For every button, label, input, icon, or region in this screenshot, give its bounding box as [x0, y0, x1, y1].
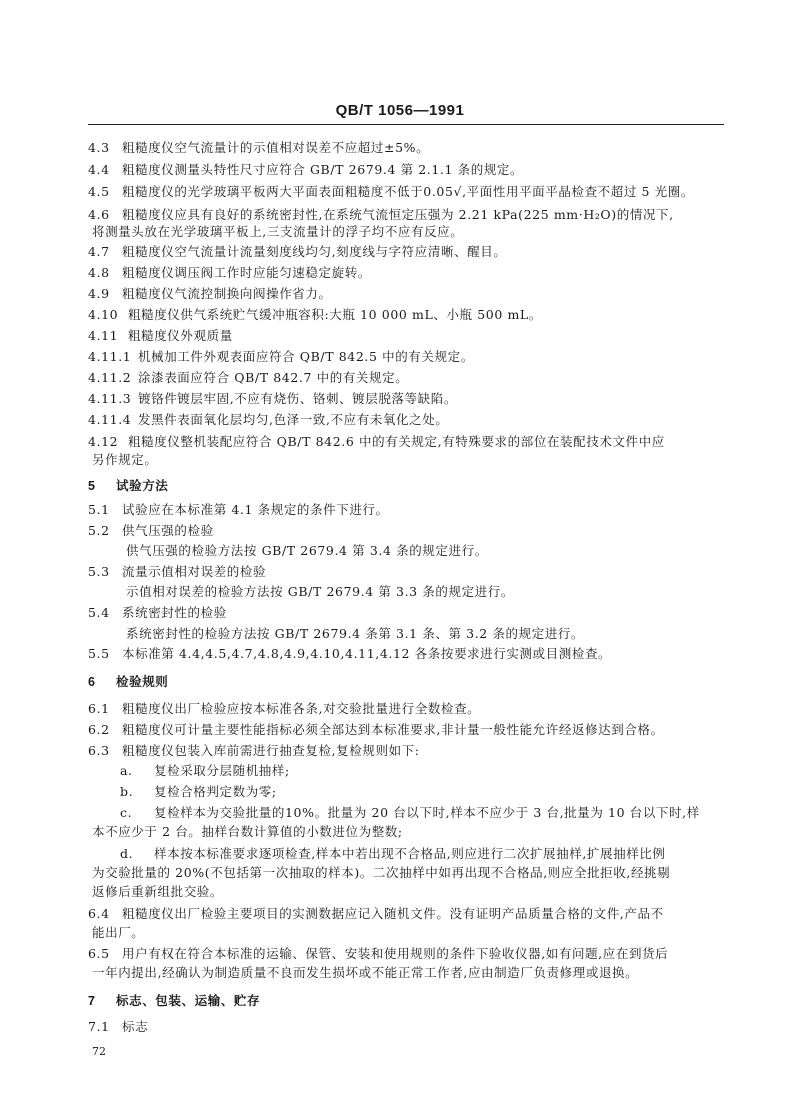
clause-5-4-body: 系统密封性的检验方法按 GB/T 2679.4 条第 3.1 条、第 3.2 条的规定进行。: [126, 626, 585, 641]
clause-6-4-continued: 能出厂。: [92, 925, 145, 940]
clause-4-11-1: 4.11.1 机械加工件外观表面应符合 QB/T 842.5 中的有关规定。: [88, 349, 474, 364]
clause-4-11-2: 4.11.2 涂漆表面应符合 QB/T 842.7 中的有关规定。: [88, 370, 409, 385]
clause-4-11-3: 4.11.3 镀铬件镀层牢固,不应有烧伤、铬刺、镀层脱落等缺陷。: [88, 391, 457, 406]
clause-6-3-a: a. 复检采取分层随机抽样;: [120, 763, 290, 778]
section-6-heading: 6 检验规则: [88, 675, 169, 689]
section-7-heading: 7 标志、包装、运输、贮存: [88, 994, 261, 1008]
clause-5-2: 5.2 供气压强的检验: [88, 523, 214, 538]
header-rule: [88, 124, 724, 125]
clause-6-4: 6.4 粗糙度仪出厂检验主要项目的实测数据应记入随机文件。没有证明产品质量合格的文件,产品不: [88, 906, 664, 921]
clause-6-3-d-continued-1: 为交验批量的 20%(不包括第一次抽取的样本)。二次抽样中如再出现不合格品,则应全批拒收,经挑剔: [92, 865, 671, 880]
clause-5-4: 5.4 系统密封性的检验: [88, 605, 227, 620]
page-number: 72: [92, 1045, 106, 1058]
clause-6-2: 6.2 粗糙度仪可计量主要性能指标必须全部达到本标准要求,非计量一般性能允许经返修达到合格。: [88, 722, 664, 737]
clause-6-5: 6.5 用户有权在符合本标准的运输、保管、安装和使用规则的条件下验收仪器,如有问题,应在到货后: [88, 946, 669, 961]
clause-4-10: 4.10 粗糙度仪供气系统贮气缓冲瓶容积:大瓶 10 000 mL、小瓶 500 mL。: [88, 307, 542, 322]
clause-5-5: 5.5 本标准第 4.4,4.5,4.7,4.8,4.9,4.10,4.11,4.12 各条按要求进行实测或目测检查。: [88, 646, 612, 661]
page-header-standard: QB/T 1056—1991: [335, 102, 465, 119]
clause-6-3: 6.3 粗糙度仪包装入库前需进行抽查复检,复检规则如下:: [88, 743, 420, 758]
clause-4-12-continued: 另作规定。: [92, 452, 158, 467]
clause-5-3: 5.3 流量示值相对误差的检验: [88, 564, 267, 579]
clause-4-3: 4.3 粗糙度仪空气流量计的示值相对误差不应超过±5%。: [88, 140, 430, 155]
clause-4-4: 4.4 粗糙度仪测量头特性尺寸应符合 GB/T 2679.4 第 2.1.1 条的规定。: [88, 162, 524, 177]
clause-6-3-d-continued-2: 返修后重新组批交验。: [92, 884, 224, 899]
clause-6-3-d: d. 样本按本标准要求逐项检查,样本中若出现不合格品,则应进行二次扩展抽样,扩展抽样比例: [120, 846, 666, 861]
clause-4-12: 4.12 粗糙度仪整机装配应符合 QB/T 842.6 中的有关规定,有特殊要求的部位在装配技术文件中应: [88, 434, 665, 449]
clause-4-7: 4.7 粗糙度仪空气流量计流量刻度线均匀,刻度线与字符应清晰、醒目。: [88, 244, 507, 259]
clause-4-11: 4.11 粗糙度仪外观质量: [88, 328, 233, 343]
clause-6-3-c: c. 复检样本为交验批量的10%。批量为 20 台以下时,样本不应少于 3 台,批量为 10 台以下时,样: [120, 805, 700, 820]
clause-4-11-4: 4.11.4 发黑件表面氧化层均匀,色泽一致,不应有未氧化之处。: [88, 412, 449, 427]
clause-4-6-continued: 将测量头放在光学玻璃平板上,三支流量计的浮子均不应有反应。: [92, 224, 464, 239]
clause-4-8: 4.8 粗糙度仪调压阀工作时应能匀速稳定旋转。: [88, 265, 371, 280]
clause-4-9: 4.9 粗糙度仪气流控制换向阀操作省力。: [88, 286, 332, 301]
clause-5-1: 5.1 试验应在本标准第 4.1 条规定的条件下进行。: [88, 502, 389, 517]
clause-4-6: 4.6 粗糙度仪应具有良好的系统密封性,在系统气流恒定压强为 2.21 kPa(225 mm·H₂O)的情况下,: [88, 207, 674, 222]
clause-7-1: 7.1 标志: [88, 1019, 149, 1034]
clause-4-5: 4.5 粗糙度仪的光学玻璃平板两大平面表面粗糙度不低于0.05√,平面性用平面平晶检查不超过 5 光圈。: [88, 184, 694, 199]
clause-6-3-b: b. 复检合格判定数为零;: [120, 784, 277, 799]
section-5-heading: 5 试验方法: [88, 479, 169, 493]
clause-6-5-continued: 一年内提出,经确认为制造质量不良而发生损坏或不能正常工作者,应由制造厂负责修理或退换。: [92, 965, 639, 980]
clause-5-3-body: 示值相对误差的检验方法按 GB/T 2679.4 第 3.3 条的规定进行。: [126, 584, 515, 599]
clause-5-2-body: 供气压强的检验方法按 GB/T 2679.4 第 3.4 条的规定进行。: [126, 543, 488, 558]
clause-6-1: 6.1 粗糙度仪出厂检验应按本标准各条,对交验批量进行全数检查。: [88, 701, 481, 716]
clause-6-3-c-continued: 本不应少于 2 台。抽样台数计算值的小数进位为整数;: [92, 824, 403, 839]
